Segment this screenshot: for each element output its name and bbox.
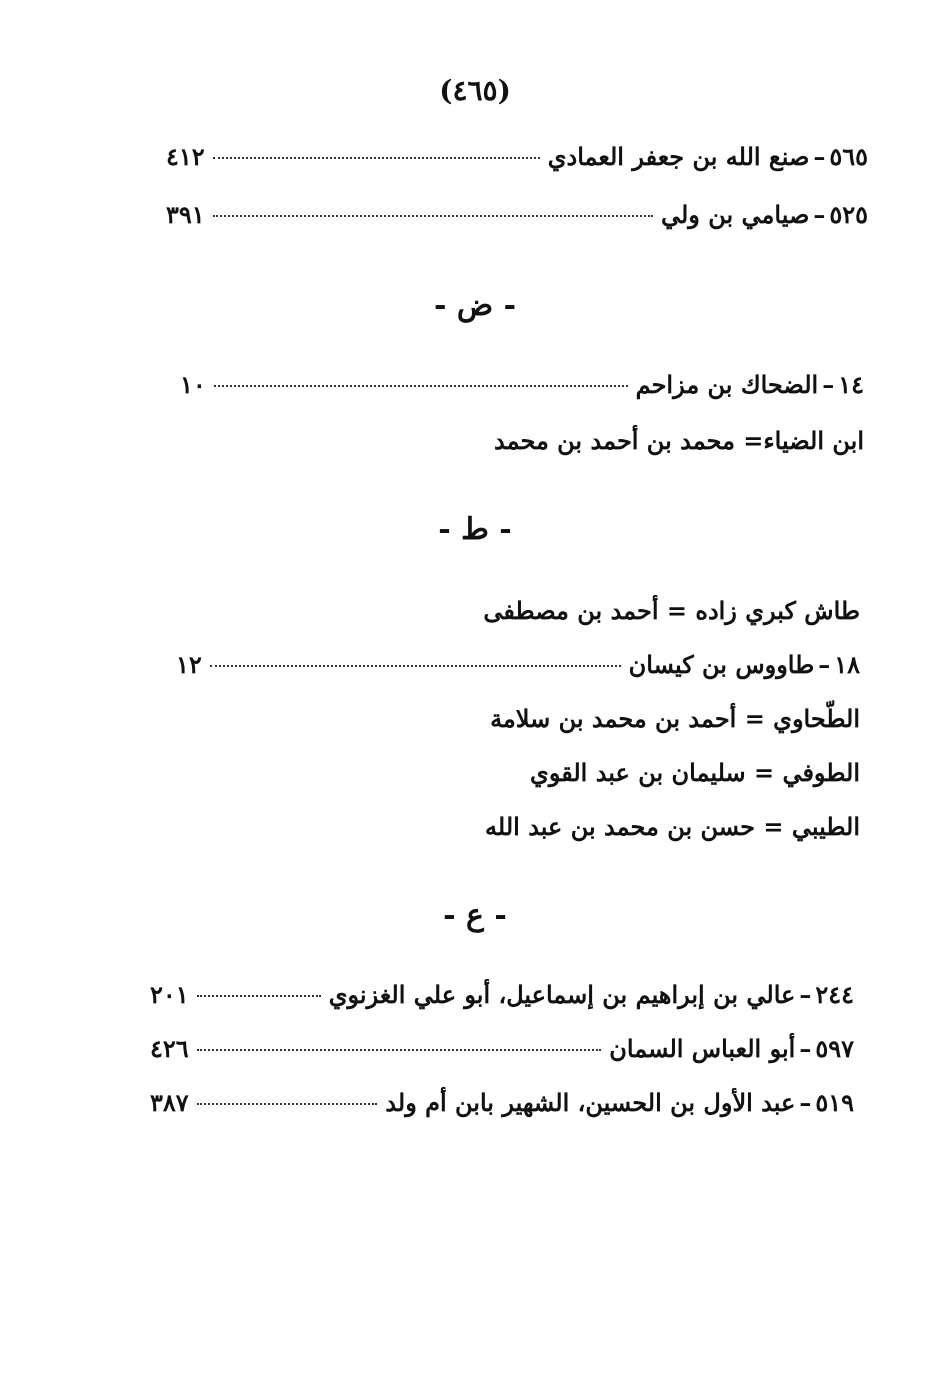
leader-dots xyxy=(210,665,621,667)
entry-page: ١٠ xyxy=(180,370,206,399)
entry-page: ٢٠١ xyxy=(150,980,189,1009)
section-letter-heading: - ض - xyxy=(433,288,517,323)
entry-number: ٥٢٥ xyxy=(829,200,868,229)
index-entry xyxy=(166,200,868,229)
entry-page: ١٢ xyxy=(176,650,202,679)
entry-dash: – xyxy=(799,980,812,1009)
cross-reference: الطّحاوي = أحمد بن محمد بن سلامة xyxy=(490,704,860,733)
index-entry xyxy=(150,980,854,1009)
leader-dots xyxy=(213,215,653,217)
entry-dash: – xyxy=(818,650,831,679)
cross-reference: الطيبي = حسن بن محمد بن عبد الله xyxy=(485,812,860,841)
entry-dash: – xyxy=(799,1088,812,1117)
entry-page: ٤١٢ xyxy=(166,142,205,171)
entry-name: صيامي بن ولي xyxy=(660,200,810,229)
entry-dash: – xyxy=(813,200,826,229)
index-entry xyxy=(166,142,868,171)
entry-number: ٥٦٥ xyxy=(829,142,868,171)
cross-reference: الطوفي = سليمان بن عبد القوي xyxy=(530,758,860,787)
index-entry xyxy=(150,1088,854,1117)
leader-dots xyxy=(197,995,321,997)
section-letter-heading: - ع - xyxy=(443,898,507,933)
entry-dash: – xyxy=(822,370,835,399)
index-entry xyxy=(176,650,860,679)
entry-number: ١٨ xyxy=(834,650,860,679)
entry-dash: – xyxy=(813,142,826,171)
entry-name: صنع الله بن جعفر العمادي xyxy=(547,142,810,171)
entry-name: أبو العباس السمان xyxy=(609,1034,796,1063)
entry-number: ١٤ xyxy=(838,370,864,399)
section-letter-heading: - ط - xyxy=(438,512,512,547)
leader-dots xyxy=(197,1049,602,1051)
index-entry xyxy=(150,1034,854,1063)
entry-number: ٢٤٤ xyxy=(815,980,854,1009)
entry-page: ٣٩١ xyxy=(166,200,205,229)
entry-dash: – xyxy=(799,1034,812,1063)
index-entry xyxy=(180,370,864,399)
entry-name: طاووس بن كيسان xyxy=(628,650,815,679)
cross-reference: طاش كبري زاده = أحمد بن مصطفى xyxy=(483,596,860,625)
entry-page: ٣٨٧ xyxy=(150,1088,189,1117)
entry-name: الضحاك بن مزاحم xyxy=(635,370,819,399)
entry-number: ٥١٩ xyxy=(815,1088,854,1117)
page-number: (٤٦٥) xyxy=(439,74,511,107)
leader-dots xyxy=(197,1103,378,1105)
entry-name: عالي بن إبراهيم بن إسماعيل، أبو علي الغزنوي xyxy=(328,980,796,1009)
entry-page: ٤٢٦ xyxy=(150,1034,189,1063)
entry-number: ٥٩٧ xyxy=(815,1034,854,1063)
entry-name: عبد الأول بن الحسين، الشهير بابن أم ولد xyxy=(385,1088,796,1117)
leader-dots xyxy=(214,385,628,387)
leader-dots xyxy=(213,157,540,159)
cross-reference: ابن الضياء= محمد بن أحمد بن محمد xyxy=(493,426,864,455)
